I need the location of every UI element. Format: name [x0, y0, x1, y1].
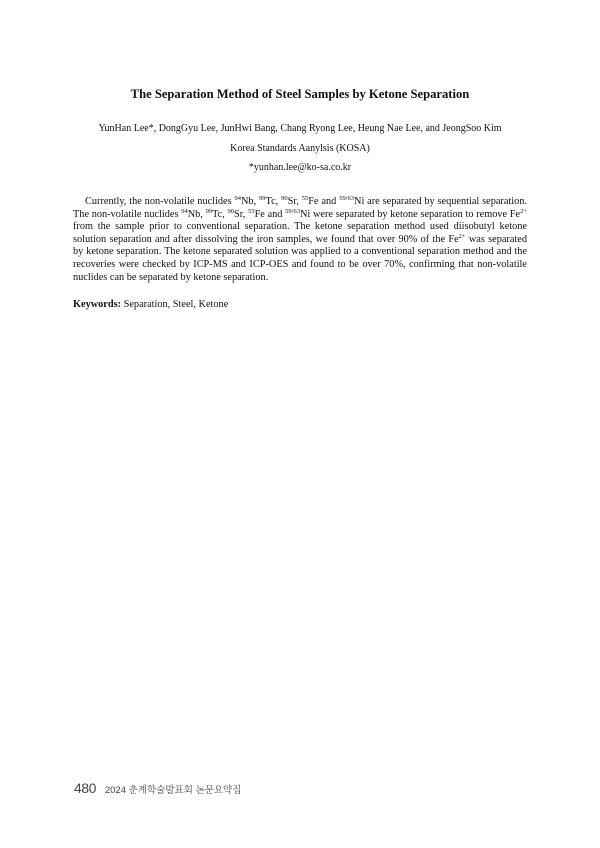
abstract-text: Ni are separated by sequential separation. The non-volatile nuclides — [73, 196, 528, 220]
author-list: YunHan Lee*, DongGyu Lee, JunHwi Bang, Chang Ryong Lee, Heung Nae Lee, and JeongSoo Kim — [98, 123, 502, 134]
isotope-mass: 55 — [248, 207, 255, 215]
element-symbol: Nb, — [187, 208, 206, 220]
abstract-paragraph — [73, 196, 527, 284]
isotope-mass: 99 — [205, 207, 213, 215]
publication-name: 2024 춘계학술발표회 논문요약집 — [104, 785, 242, 796]
element-symbol: Tc, — [212, 208, 228, 220]
element-symbol: Nb, — [240, 196, 260, 207]
page-footer — [74, 780, 241, 796]
isotope-mass: 99 — [259, 195, 266, 203]
corresponding-email: *yunhan.lee@ko-sa.co.kr — [248, 162, 352, 173]
element-symbol: Fe and — [308, 196, 340, 207]
isotope-mass: 90 — [281, 195, 288, 203]
isotope-mass: 55 — [301, 195, 309, 203]
abstract-text: from the sample prior to conventional separation. The ketone separation method used diisobutyl ketone solution separation and after dissolving the iron samples, we found that over 90% of the Fe — [73, 221, 527, 245]
element-symbol: Tc, — [265, 196, 282, 207]
abstract-text: was separated by ketone separation. The ketone separated solution was applied to a conventional separation method and the recoveries were checked by ICP-MS and ICP-OES and found to be over 70%, confirming that non-volatile nuclides can be separated by ketone separation. — [73, 233, 527, 283]
abstract-text: Currently, the non-volatile nuclides — [85, 196, 235, 207]
isotope-mass: 94 — [234, 195, 241, 203]
ion-charge: 2+ — [458, 232, 466, 240]
keywords-label: Keywords: — [73, 299, 122, 310]
isotope-mass: 90 — [227, 207, 235, 215]
isotope-mass: 94 — [181, 207, 188, 215]
isotope-mass: 59/63 — [339, 195, 355, 203]
paper-title: The Separation Method of Steel Samples by Ketone Separation — [130, 87, 470, 101]
abstract-text: Ni were separated by ketone separation to remove Fe — [299, 208, 521, 220]
element-symbol: Sr, — [234, 208, 249, 220]
ion-charge: 2+ — [520, 207, 527, 215]
affiliation: Korea Standards Aanylsis (KOSA) — [230, 143, 370, 154]
keywords-text: Separation, Steel, Ketone — [121, 299, 229, 310]
element-symbol: Sr, — [287, 196, 302, 207]
isotope-mass: 59/63 — [285, 207, 300, 215]
element-symbol: Fe and — [254, 208, 286, 220]
page-number: 480 — [74, 780, 96, 796]
keywords-line — [73, 298, 228, 311]
